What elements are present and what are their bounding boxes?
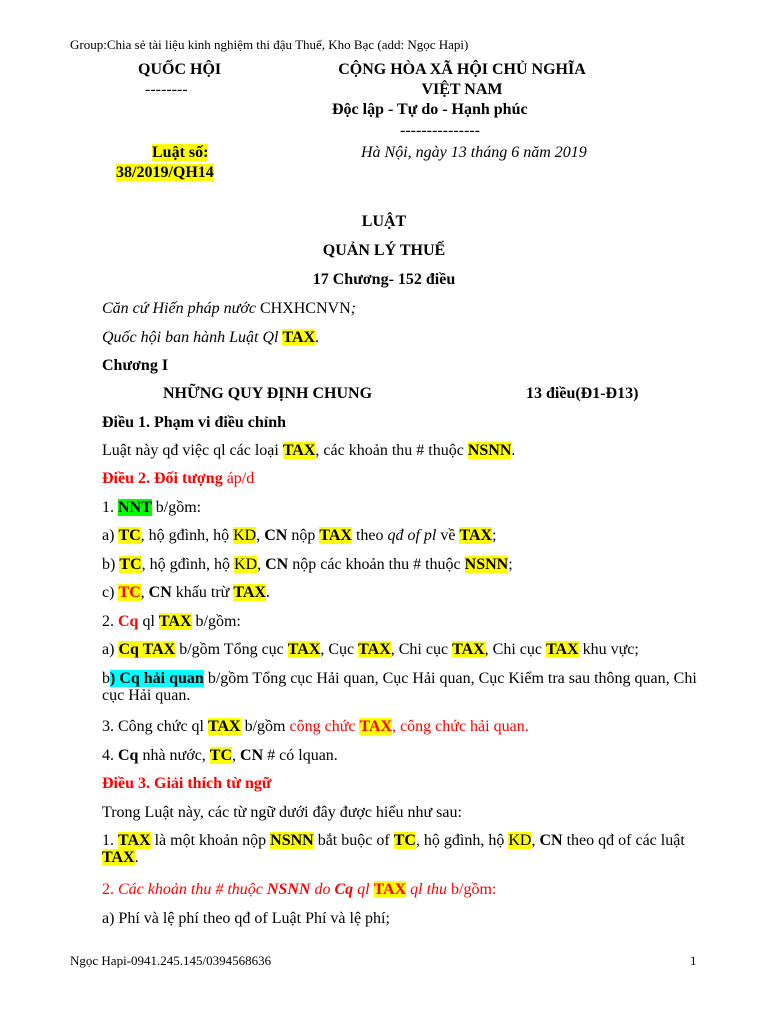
article-2-item-2: 2. Cq ql TAX b/gồm:: [102, 613, 241, 630]
article-2-item-1a: a) TC, hộ gđình, hộ KD, CN nộp TAX theo qđ of pl về TAX;: [102, 527, 497, 544]
place-date: Hà Nội, ngày 13 tháng 6 năm 2019: [361, 144, 587, 161]
page-number: 1: [690, 953, 697, 968]
article-2-title: Điều 2. Đối tượng áp/d: [102, 470, 255, 487]
article-3-item-1: 1. TAX là một khoản nộp NSNN bắt buộc of TC, hộ gđình, hộ KD, CN theo qđ of các luật TAX.: [102, 832, 685, 866]
preamble-line-2: Quốc hội ban hành Luật Ql TAX.: [102, 329, 320, 346]
law-number-label: Luật số:: [152, 144, 209, 161]
law-number: 38/2019/QH14: [116, 164, 214, 181]
motto: Độc lập - Tự do - Hạnh phúc: [332, 101, 528, 118]
article-2-item-1b: b) TC, hộ gđình, hộ KD, CN nộp các khoản thu # thuộc NSNN;: [102, 556, 513, 573]
article-2-item-2a: a) Cq TAX b/gồm Tổng cục TAX, Cục TAX, Chi cục TAX, Chi cục TAX khu vực;: [102, 641, 639, 658]
doc-title: LUẬT: [361, 213, 407, 230]
article-2-item-2b: b) Cq hải quan b/gồm Tổng cục Hải quan, Cục Hải quan, Cục Kiểm tra sau thông quan, Chi cục Hải quan.: [102, 670, 697, 704]
motto-rule: ---------------: [400, 122, 480, 139]
issuer: QUỐC HỘI: [138, 61, 222, 78]
chapter-name: NHỮNG QUY ĐỊNH CHUNG: [163, 385, 373, 402]
article-2-item-3: 3. Công chức ql TAX b/gồm công chức TAX, công chức hải quan.: [102, 718, 529, 735]
group-header: Group:Chia sẻ tài liệu kinh nghiệm thi đậu Thuế, Kho Bạc (add: Ngọc Hapi): [70, 37, 469, 52]
article-2-item-1: 1. NNT b/gồm:: [102, 499, 202, 516]
article-3-title: Điều 3. Giải thích từ ngữ: [102, 775, 272, 792]
doc-subtitle: QUẢN LÝ THUẾ: [322, 242, 446, 259]
article-3-item-2a: a) Phí và lệ phí theo qđ of Luật Phí và lệ phí;: [102, 910, 390, 927]
article-2-item-4: 4. Cq nhà nước, TC, CN # có lquan.: [102, 747, 338, 764]
issuer-rule: --------: [145, 81, 188, 98]
chapter-article-count: 13 điều(Đ1-Đ13): [526, 385, 639, 402]
footer-contact: Ngọc Hapi-0941.245.145/0394568636: [70, 953, 272, 968]
article-3-item-2: 2. Các khoản thu # thuộc NSNN do Cq ql TAX ql thu b/gồm:: [102, 881, 497, 898]
article-2-item-1c: c) TC, CN khấu trừ TAX.: [102, 584, 270, 601]
nation-line-1: CỘNG HÒA XÃ HỘI CHỦ NGHĨA: [338, 61, 586, 78]
article-1-title: Điều 1. Phạm vi điều chỉnh: [102, 414, 287, 431]
preamble-line-1: Căn cứ Hiến pháp nước CHXHCNVN;: [102, 300, 356, 317]
nation-line-2: VIỆT NAM: [421, 81, 503, 98]
doc-scope: 17 Chương- 152 điều: [312, 271, 456, 288]
article-1-text: Luật này qđ việc ql các loại TAX, các khoản thu # thuộc NSNN.: [102, 442, 516, 459]
chapter-label: Chương I: [102, 357, 169, 374]
article-3-intro: Trong Luật này, các từ ngữ dưới đây được hiểu như sau:: [102, 804, 462, 821]
